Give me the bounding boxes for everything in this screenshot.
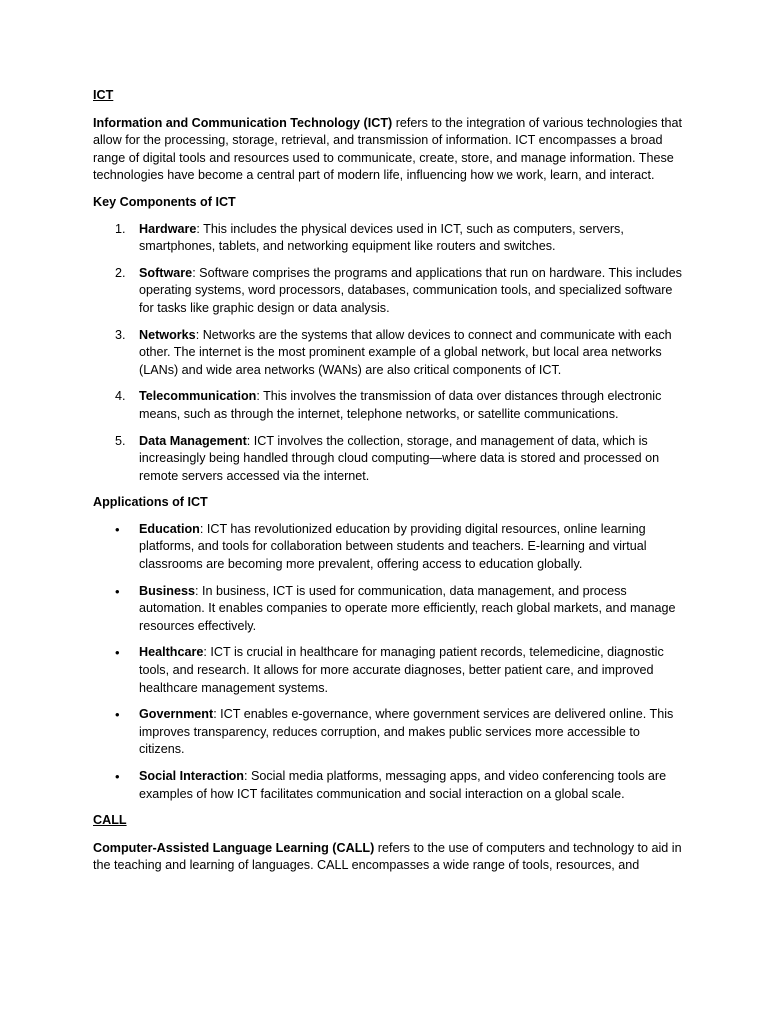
list-item-term: Education bbox=[139, 521, 200, 536]
list-number: 5. bbox=[115, 433, 126, 448]
list-item-term: Hardware bbox=[139, 221, 197, 236]
list-item-text: : This involves the transmission of data over distances through electronic means, such as through the internet, telephone networks, or satellite communications. bbox=[139, 389, 662, 421]
call-intro-term: Computer-Assisted Language Learning (CALL) bbox=[93, 840, 375, 855]
call-heading: CALL bbox=[93, 813, 127, 828]
applications-list bbox=[93, 521, 683, 803]
applications-heading: Applications of ICT bbox=[93, 495, 208, 510]
document-body bbox=[93, 87, 683, 884]
ict-intro-text: refers to the integration of various technologies that allow for the processing, storage, retrieval, and transmission of information. ICT encompasses a broad range of digital tools and resources used to communicate, create, store, and manage information. These technologies have become a central part of modern life, influencing how we work, learn, and interact. bbox=[93, 115, 683, 183]
list-item-term: Business bbox=[139, 583, 195, 598]
list-item-text: : Social media platforms, messaging apps, and video conferencing tools are examples of how ICT facilitates communication and social interaction on a global scale. bbox=[139, 769, 667, 801]
call-intro-paragraph bbox=[93, 840, 683, 875]
list-number: 3. bbox=[115, 327, 126, 342]
list-item-term: Networks bbox=[139, 327, 196, 342]
list-item-term: Software bbox=[139, 265, 193, 280]
list-item-text: : ICT involves the collection, storage, and management of data, which is increasingly being handled through cloud computing—where data is stored and processed on remote servers accessed via the internet. bbox=[139, 433, 660, 483]
list-item-term: Social Interaction bbox=[139, 769, 244, 783]
list-number: 2. bbox=[115, 265, 126, 280]
list-item bbox=[93, 583, 683, 636]
list-number: 4. bbox=[115, 389, 126, 404]
list-item-term: Data Management bbox=[139, 433, 247, 448]
list-item bbox=[93, 265, 683, 318]
list-item bbox=[93, 221, 683, 256]
list-item-text: : This includes the physical devices used in ICT, such as computers, servers, smartphones, tablets, and networking equipment like routers and switches. bbox=[139, 221, 624, 254]
list-item bbox=[93, 521, 683, 574]
key-components-heading: Key Components of ICT bbox=[93, 194, 236, 209]
list-item bbox=[93, 644, 683, 697]
bullet-icon: • bbox=[115, 645, 120, 661]
list-item-term: Healthcare bbox=[139, 645, 204, 660]
list-item bbox=[93, 706, 683, 759]
bullet-icon: • bbox=[115, 707, 120, 723]
ict-heading: ICT bbox=[93, 88, 114, 102]
list-item bbox=[93, 327, 683, 380]
list-item-text: : ICT is crucial in healthcare for managing patient records, telemedicine, diagnostic tools, and research. It allows for more accurate diagnoses, better patient care, and improved healthcare management systems. bbox=[139, 645, 664, 695]
list-item-text: : Networks are the systems that allow devices to connect and communicate with each other. The internet is the most prominent example of a global network, but local area networks (LANs) and wide area networks (WANs) are also critical components of ICT. bbox=[139, 327, 672, 377]
list-item-text: : ICT has revolutionized education by providing digital resources, online learning platforms, and tools for collaboration between students and teachers. E-learning and virtual classrooms are becoming more prevalent, offering access to education globally. bbox=[139, 521, 647, 572]
bullet-icon: • bbox=[115, 521, 120, 537]
call-intro-text: refers to the use of computers and technology to aid in the teaching and learning of languages. CALL encompasses a wide range of tools, resources, and bbox=[93, 840, 682, 873]
ict-intro-paragraph bbox=[93, 115, 683, 185]
list-item-text: : ICT enables e-governance, where government services are delivered online. This improves transparency, reduces corruption, and makes public services more accessible to citizens. bbox=[139, 707, 674, 757]
key-components-list bbox=[93, 221, 683, 486]
list-item-term: Telecommunication bbox=[139, 389, 257, 404]
list-item bbox=[93, 388, 683, 423]
list-item bbox=[93, 768, 683, 803]
ict-intro-term: Information and Communication Technology (ICT) bbox=[93, 115, 393, 130]
list-item-term: Government bbox=[139, 707, 214, 722]
list-number: 1. bbox=[115, 221, 126, 236]
list-item-text: : Software comprises the programs and applications that run on hardware. This includes operating systems, word processors, databases, communication tools, and specialized software for tasks like graphic design or data analysis. bbox=[139, 265, 682, 315]
bullet-icon: • bbox=[115, 583, 120, 599]
bullet-icon: • bbox=[115, 769, 120, 784]
list-item bbox=[93, 433, 683, 486]
list-item-text: : In business, ICT is used for communication, data management, and process automation. It enables companies to operate more efficiently, reach global markets, and manage resources effectively. bbox=[139, 583, 676, 633]
